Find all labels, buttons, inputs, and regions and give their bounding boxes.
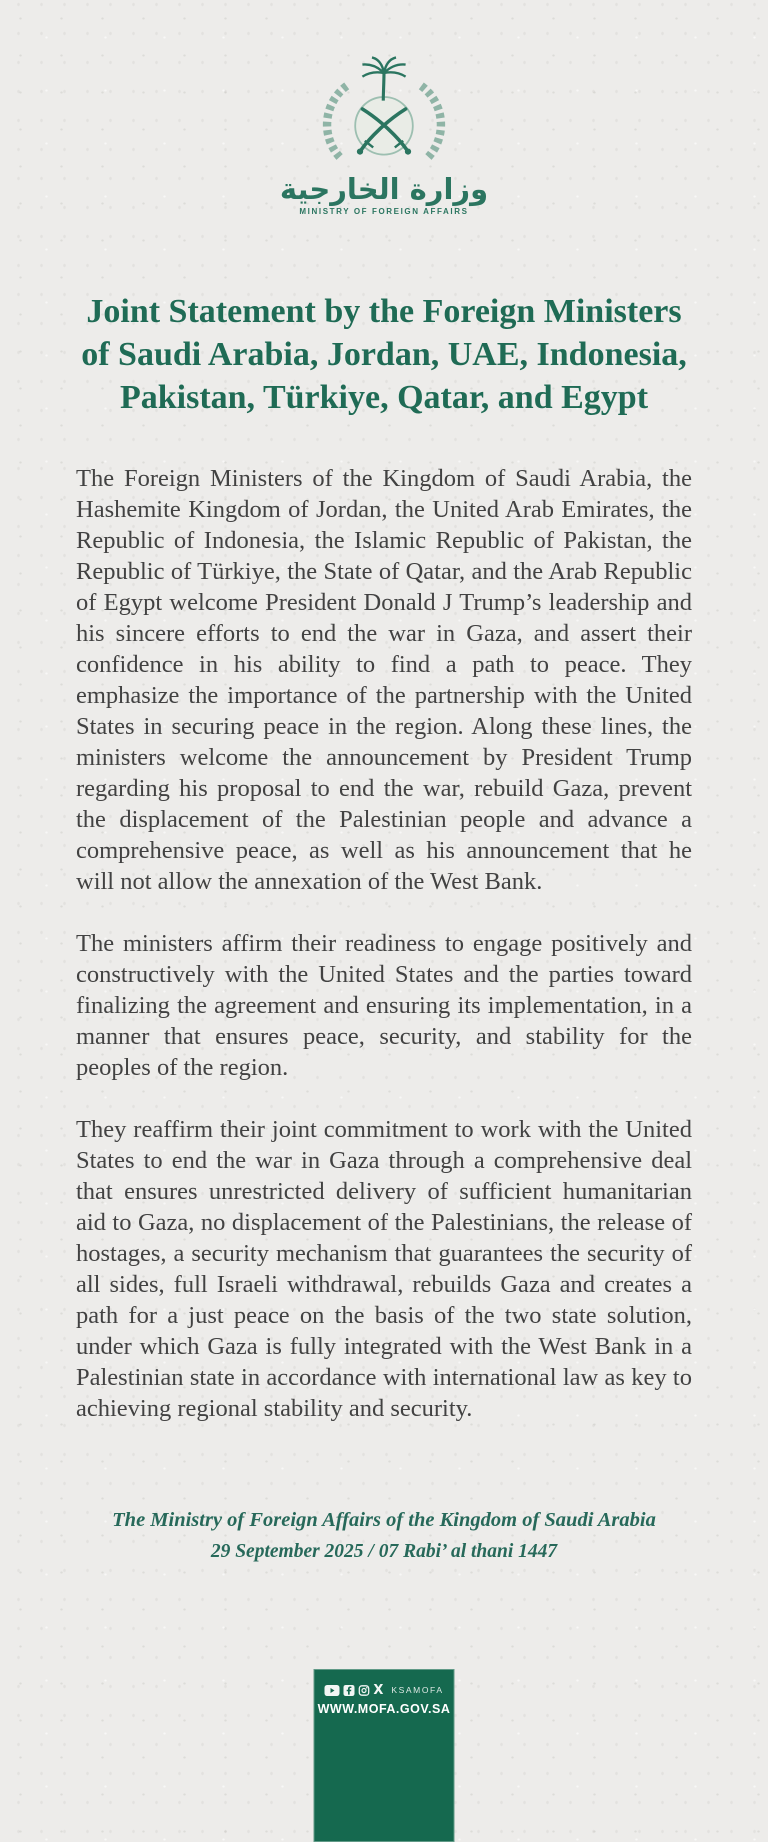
paragraph-1: The Foreign Ministers of the Kingdom of Saudi Arabia, the Hashemite Kingdom of Jordan, the United Arab Emirates, the Republic of Indonesia, the Islamic Republic of Pakistan, the Republic of Türkiye, the State of Qatar, and the Arab Republic of Egypt welcome President Donald J Trump’s leadership and his sincere efforts to end the war in Gaza, and assert their confidence in his ability to find a path to peace. They emphasize the importance of the partnership with the United States in securing peace in the region. Along these lines, the ministers welcome the announcement by President Trump regarding his proposal to end the war, rebuild Gaza, prevent the displacement of the Palestinian people and advance a comprehensive peace, as well as his announcement that he will not allow the annexation of the West Bank.: [76, 465, 692, 896]
footer-banner: [314, 1669, 455, 1842]
instagram-icon: [358, 1685, 369, 1696]
website-url: WWW.MOFA.GOV.SA: [317, 1702, 451, 1716]
mofa-logo: [0, 0, 768, 216]
social-icons-row: [314, 1683, 455, 1697]
title-line-1: Joint Statement by the Foreign Ministers: [86, 293, 682, 331]
palm-swords-emblem-icon: [300, 56, 468, 174]
statement-title: [54, 290, 714, 419]
title-line-3: Pakistan, Türkiye, Qatar, and Egypt: [119, 379, 649, 417]
paragraph-3: They reaffirm their joint commitment to work with the United States to end the war in Gaza through a comprehensive deal that ensures unrestricted delivery of sufficient humanitarian aid to Gaza, no displacement of the Palestinians, the release of hostages, a security mechanism that guarantees the security of all sides, full Israeli withdrawal, rebuilds Gaza and creates a path for a just peace on the basis of the two state solution, under which Gaza is fully integrated with the West Bank in a Palestinian state in accordance with international law as key to achieving regional stability and security.: [76, 1116, 692, 1423]
title-line-2: of Saudi Arabia, Jordan, UAE, Indonesia,: [81, 336, 687, 374]
signature-organization: The Ministry of Foreign Affairs of the Kingdom of Saudi Arabia: [112, 1509, 656, 1532]
youtube-icon: [324, 1685, 339, 1696]
social-handle: KSAMOFA: [391, 1685, 444, 1695]
ministry-english-caption: MINISTRY OF FOREIGN AFFAIRS: [299, 207, 469, 217]
paragraph-2: The ministers affirm their readiness to engage positively and constructively with the United States and the parties toward finalizing the agreement and ensuring its implementation, in a manner that ensures peace, security, and stability for the peoples of the region.: [76, 930, 692, 1082]
signature-block: [0, 1504, 768, 1568]
ministry-arabic-name: وزارة الخارجية: [279, 172, 489, 206]
statement-body: [76, 463, 692, 1424]
signature-date: 29 September 2025 / 07 Rabi’ al thani 1447: [210, 1541, 558, 1563]
x-icon: X: [373, 1682, 384, 1698]
facebook-icon: [343, 1685, 354, 1696]
